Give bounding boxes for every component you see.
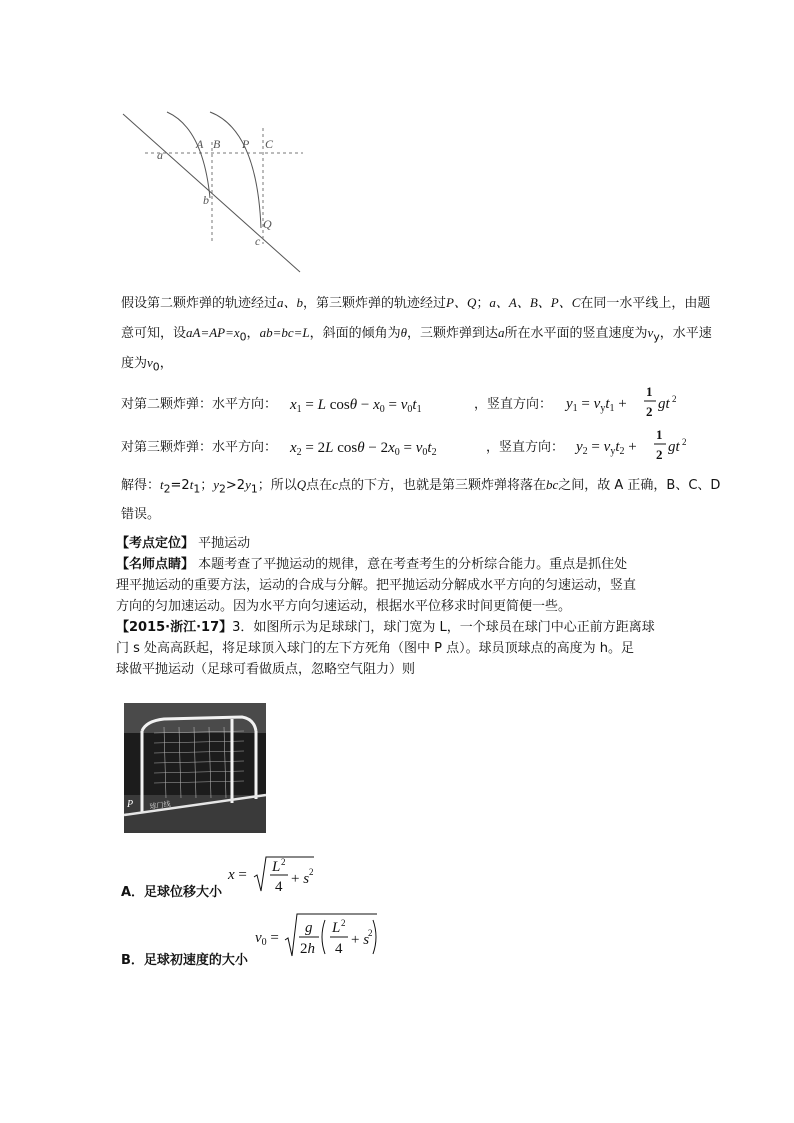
svg-text:L: L <box>272 859 281 875</box>
goal-photo <box>124 703 266 833</box>
bomb3-label: 对第三颗炸弹：水平方向： <box>121 440 278 455</box>
mingshi-line1: 【名师点睛】 本题考查了平抛运动的规律，意在考查考生的分析综合能力。重点是抓住处 <box>116 557 628 572</box>
svg-text:4: 4 <box>275 879 283 895</box>
bomb2-vertical-eq <box>566 380 676 424</box>
label-c: c <box>255 234 261 248</box>
para1-line3: 度为$v_0$， <box>121 355 173 374</box>
svg-text:x2 = 2L cosθ − 2x0 = v0t2: $x_2 = 2L$ $\cos\theta - 2x_0 = v_0t_2$ <box>290 440 437 458</box>
photo-p-label: P <box>127 799 134 810</box>
svg-text:4: 4 <box>335 941 343 957</box>
svg-text:+ s: + s <box>291 871 310 887</box>
trajectory-diagram <box>115 108 310 278</box>
svg-text:2: 2 <box>646 404 653 419</box>
solve-line1: 解得：$t_2=2t_1$；$y_2>2y_1$；所以Q点在c点的下方，也就是第三颗炸弹将落在bc之间，故 A 正确，B、C、D <box>121 477 721 496</box>
svg-text:2: 2 <box>341 918 346 928</box>
svg-text:L: L <box>332 920 341 936</box>
mingshi-line2: 理平抛运动的重要方法，运动的合成与分解。把平抛运动分解成水平方向的匀速运动，竖直 <box>116 578 637 593</box>
svg-text:2: 2 <box>368 928 373 938</box>
question-line3: 球做平抛运动（足球可看做质点，忽略空气阻力）则 <box>116 662 416 677</box>
svg-text:y2 = vyt2 +: $y_2 = v_yt_2$ + <box>576 439 637 457</box>
para1-line2: 意可知，设$aA=AP=x_0$，ab=bc=L，斜面的倾角为θ，三颗炸弹到达a所在水平面的竖直速度为$v_y$，水平速 <box>121 325 712 344</box>
bomb3-vertical-eq <box>576 423 686 467</box>
bomb2-label: 对第二颗炸弹：水平方向： <box>121 397 278 412</box>
svg-text:gt: gt <box>658 396 670 412</box>
svg-text:v0 =: $v_0$ = <box>255 930 279 948</box>
option-a-formula <box>228 853 318 897</box>
photo-line-label: 球门线 <box>149 800 172 811</box>
bomb3-vertical-label: ，竖直方向： <box>486 440 565 455</box>
option-b-formula <box>255 910 381 962</box>
svg-text:2: 2 <box>309 867 314 877</box>
mingshi-line3: 方向的匀加速运动。因为水平方向匀速运动，根据水平位移求时间更简便一些。 <box>116 599 572 614</box>
svg-text:2: 2 <box>682 437 687 447</box>
svg-text:2: 2 <box>656 447 663 462</box>
trajectory-2 <box>167 112 210 198</box>
solve-line2: 错误。 <box>121 507 161 522</box>
label-a: a <box>157 148 163 162</box>
label-Q: Q <box>263 217 272 231</box>
label-C: C <box>265 137 274 151</box>
option-a-label: A．足球位移大小 <box>121 885 223 900</box>
svg-text:1: 1 <box>656 427 663 442</box>
svg-text:+ s: + s <box>351 932 370 948</box>
svg-text:2h: 2h <box>300 941 315 957</box>
label-P: P <box>242 137 250 151</box>
label-B: B <box>213 137 221 151</box>
label-A: A <box>196 137 204 151</box>
svg-text:2: 2 <box>672 394 677 404</box>
bomb3-equations <box>286 426 486 466</box>
question-line2: 门 s 处高高跃起，将足球顶入球门的左下方死角（图中 P 点）。球员顶球点的高度为 h。足 <box>116 641 635 656</box>
label-b: b <box>203 193 209 207</box>
svg-text:g: g <box>305 920 313 936</box>
bomb2-vertical-label: ，竖直方向： <box>474 397 553 412</box>
svg-text:x =: x = <box>228 867 247 883</box>
svg-text:y1 = vyt1 +: $y_1 = v_yt_1$ + <box>566 396 627 414</box>
svg-text:gt: gt <box>668 439 680 455</box>
para1-line1: 假设第二颗炸弹的轨迹经过a、b，第三颗炸弹的轨迹经过P、Q；a、A、B、P、C在同一水平线上，由题 <box>121 295 711 311</box>
trajectory-3 <box>210 112 261 228</box>
kaodian: 【考点定位】 平抛运动 <box>116 536 251 551</box>
question-line1: 【2015·浙江·17】3．如图所示为足球球门，球门宽为 L，一个球员在球门中心正前方距离球 <box>116 620 655 635</box>
option-b-label: B．足球初速度的大小 <box>121 953 248 968</box>
svg-text:1: 1 <box>646 384 653 399</box>
svg-text:2: 2 <box>281 857 286 867</box>
svg-text:x1 = L cosθ − x0 = v0t1: $x_1 = L$ $\cos\theta - x_0 = v_0t_1$ <box>290 397 422 415</box>
